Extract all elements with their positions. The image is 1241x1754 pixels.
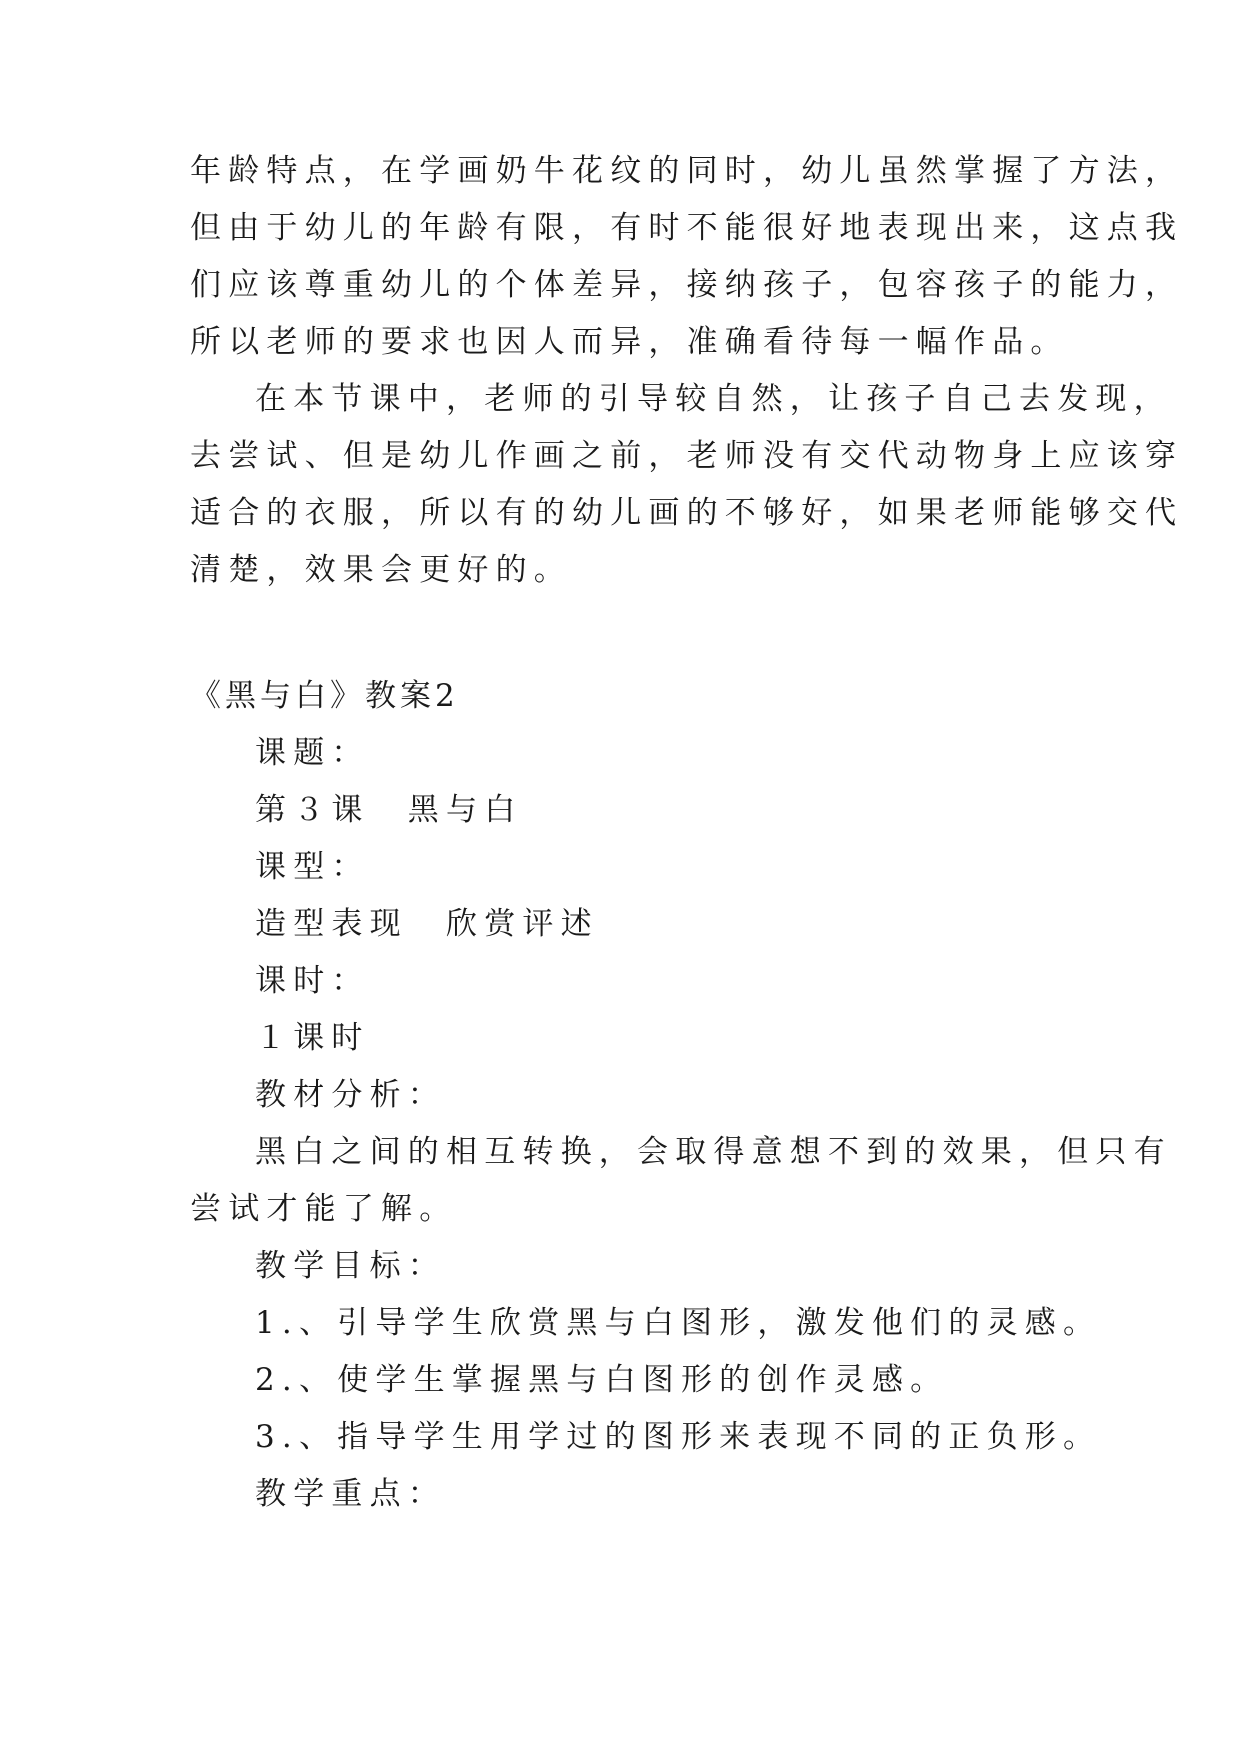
paragraph2-line-2: 去尝试、但是幼儿作画之前，老师没有交代动物身上应该穿 xyxy=(190,438,1184,474)
paragraph1-line-4: 所以老师的要求也因人而异，准确看待每一幅作品。 xyxy=(190,324,1069,360)
goal-item-3: 3.、指导学生用学过的图形来表现不同的正负形。 xyxy=(255,1419,1102,1455)
hours-label: 课时： xyxy=(255,963,370,999)
type-label: 课型： xyxy=(255,849,370,885)
paragraph1-line-3: 们应该尊重幼儿的个体差异，接纳孩子，包容孩子的能力， xyxy=(190,267,1184,303)
analysis-line-2: 尝试才能了解。 xyxy=(190,1191,458,1227)
section-title: 《黑与白》教案2 xyxy=(190,678,459,714)
paragraph1-line-2: 但由于幼儿的年龄有限，有时不能很好地表现出来，这点我 xyxy=(190,210,1184,246)
goal-item-1: 1.、引导学生欣赏黑与白图形，激发他们的灵感。 xyxy=(255,1305,1102,1341)
key-points-label: 教学重点： xyxy=(255,1476,446,1512)
paragraph2-line-1: 在本节课中，老师的引导较自然，让孩子自己去发现， xyxy=(255,381,1172,417)
topic-value: 第３课 黑与白 xyxy=(255,792,523,828)
paragraph2-line-3: 适合的衣服，所以有的幼儿画的不够好，如果老师能够交代 xyxy=(190,495,1184,531)
analysis-line-1: 黑白之间的相互转换，会取得意想不到的效果，但只有 xyxy=(255,1134,1172,1170)
goals-label: 教学目标： xyxy=(255,1248,446,1284)
topic-label: 课题： xyxy=(255,735,370,771)
goal-item-2: 2.、使学生掌握黑与白图形的创作灵感。 xyxy=(255,1362,949,1398)
hours-value: １课时 xyxy=(255,1020,370,1056)
paragraph2-line-4: 清楚，效果会更好的。 xyxy=(190,552,572,588)
type-value: 造型表现 欣赏评述 xyxy=(255,906,599,942)
analysis-label: 教材分析： xyxy=(255,1077,446,1113)
paragraph1-line-1: 年龄特点，在学画奶牛花纹的同时，幼儿虽然掌握了方法， xyxy=(190,153,1184,189)
